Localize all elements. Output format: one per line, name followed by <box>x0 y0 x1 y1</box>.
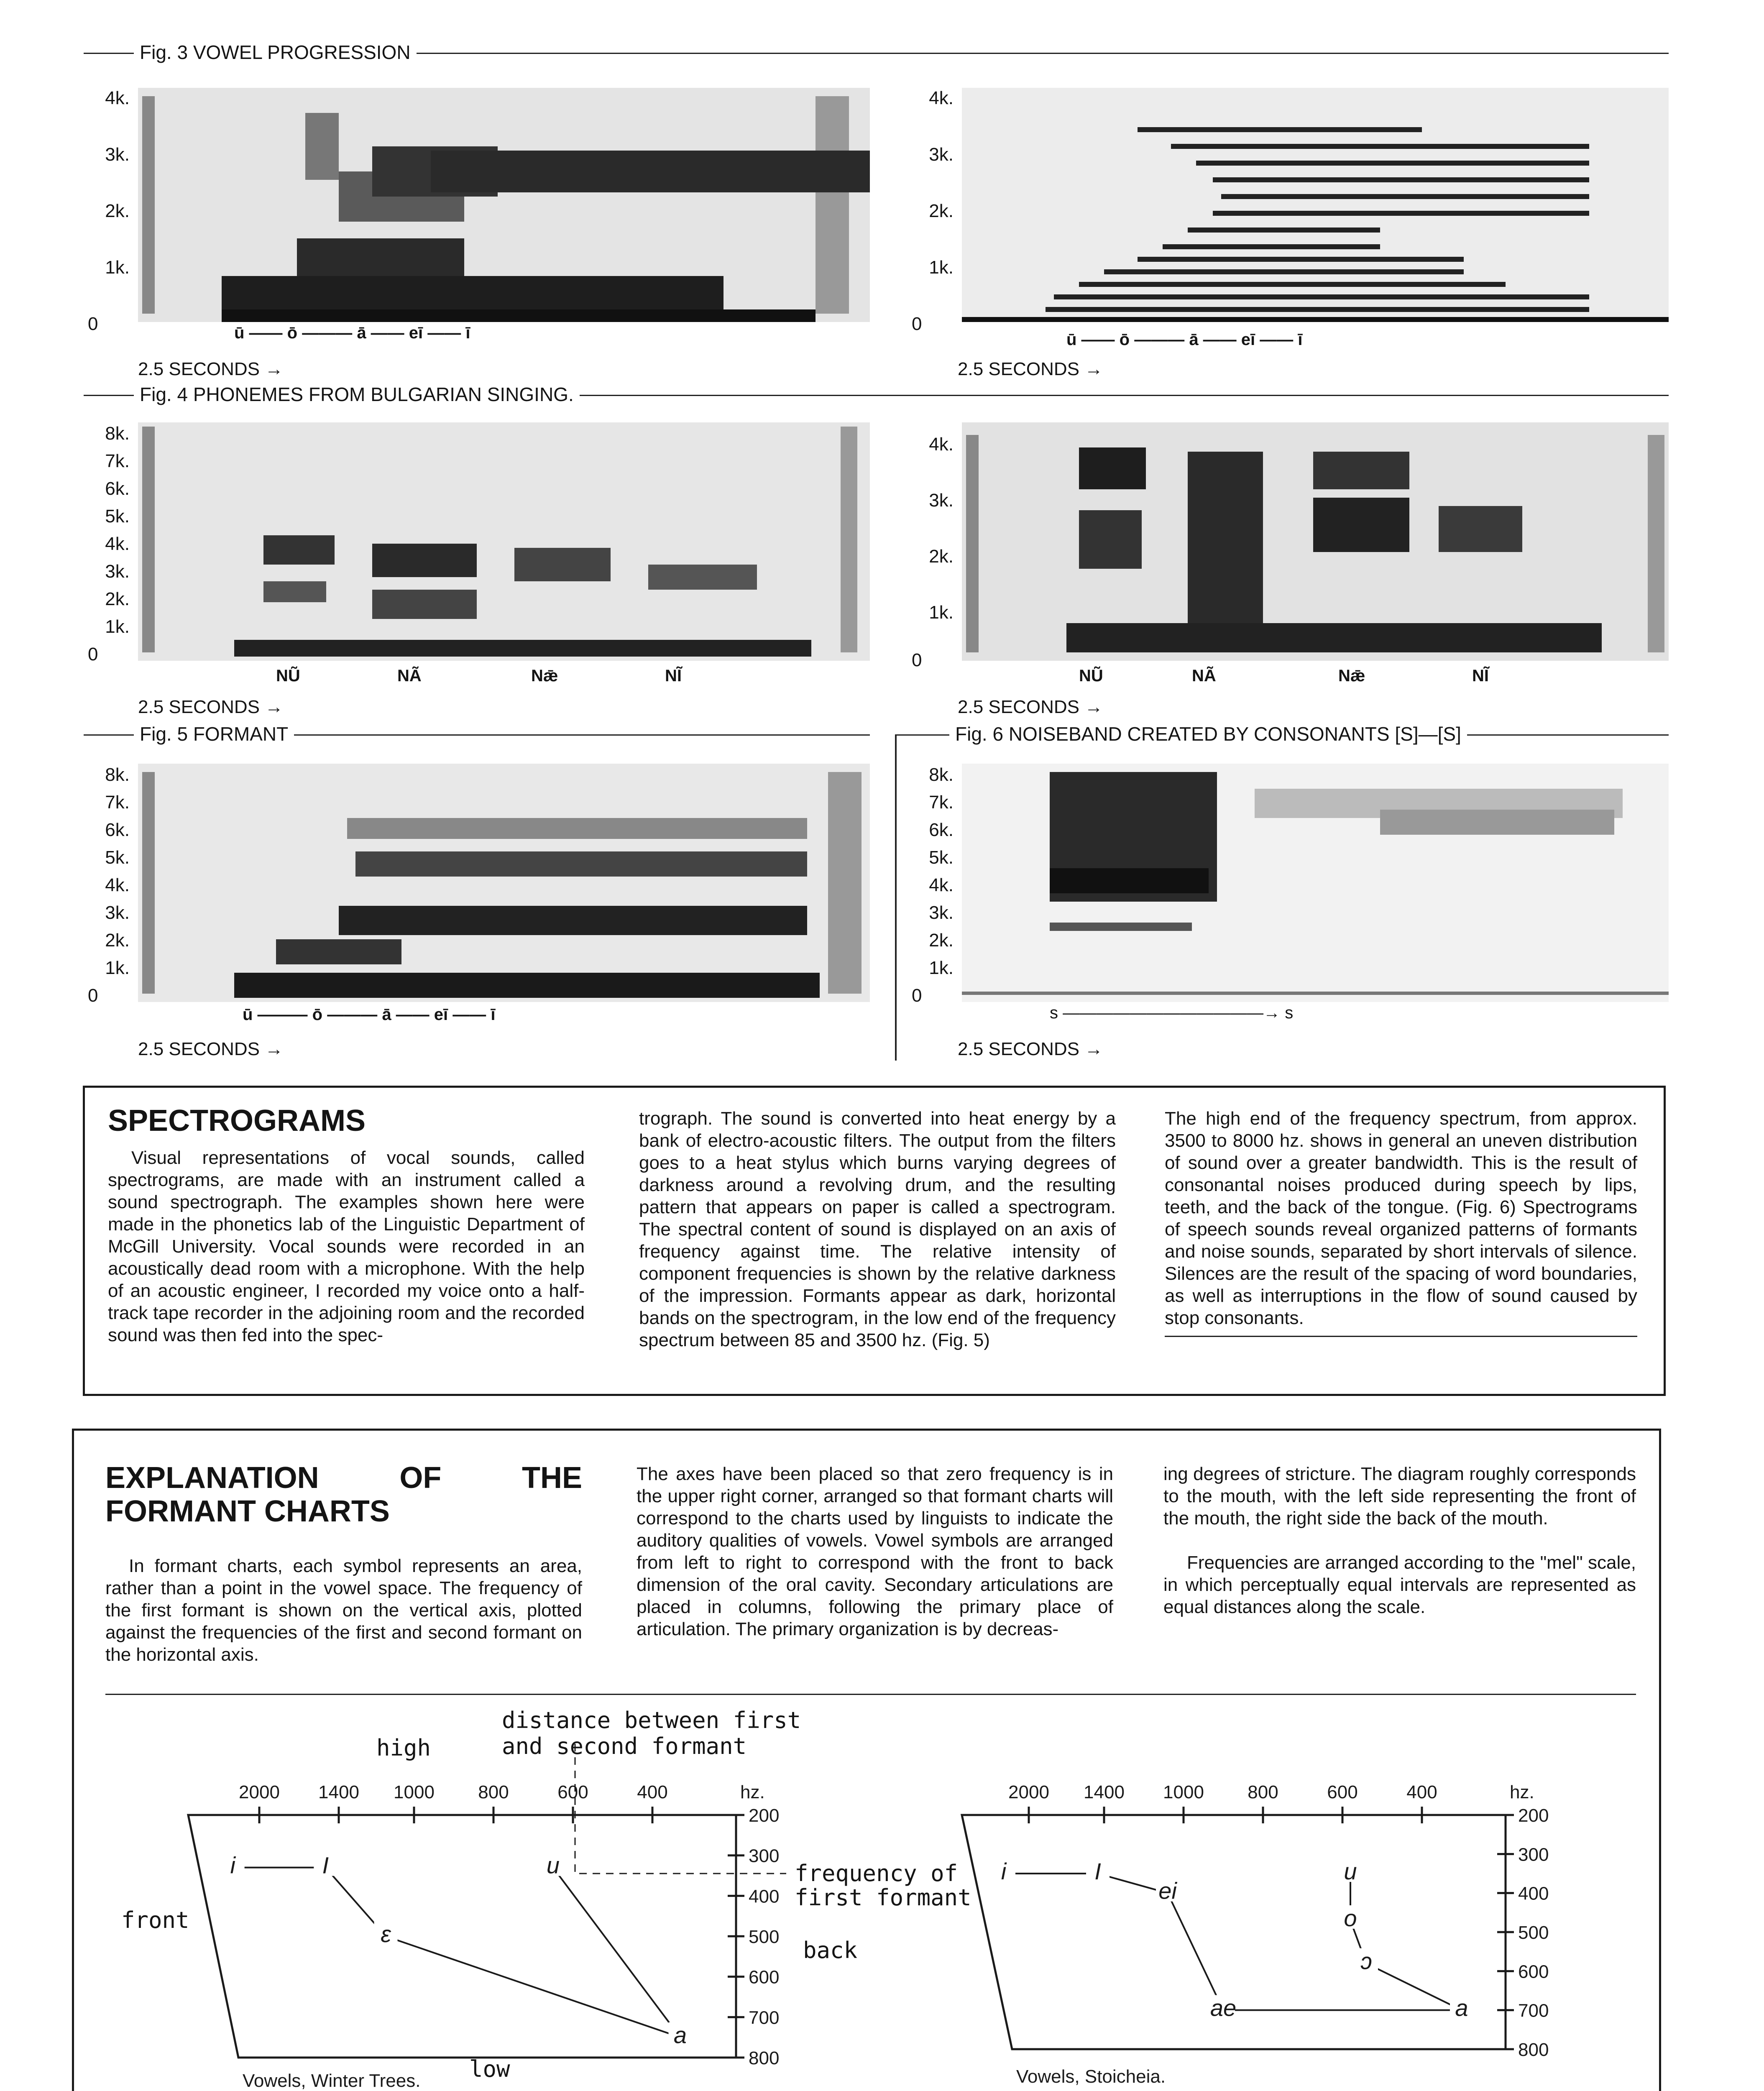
fig4-phoneme-4: NĨ <box>665 667 682 685</box>
fig4-phoneme-4b: NĨ <box>1472 667 1489 685</box>
annotation-frequency-2: first formant <box>795 1884 971 1911</box>
x-tick-label: 1400 <box>318 1782 359 1802</box>
y-tick-label: 500 <box>749 1927 780 1947</box>
y-tick-label: 200 <box>1518 1805 1549 1826</box>
chart-title: Vowels, Winter Trees. <box>243 2071 421 2091</box>
formant-chart-2 <box>962 1782 1549 2087</box>
chart-frame <box>188 1815 736 2058</box>
x-tick-label: 600 <box>1327 1782 1358 1802</box>
y-tick-label: 600 <box>1518 1961 1549 1982</box>
x-unit-label: hz. <box>740 1782 765 1802</box>
x-tick-label: 400 <box>637 1782 668 1802</box>
explanation-col2-text: The axes have been placed so that zero frequency is in the upper right corner, arranged so that formant charts will correspond to the charts used by linguists to indicate the auditory qualities of vowels. Vowel symbols are arranged from left to right to correspond with the front to back dimension of the oral cavity. Secondary articulations are placed in columns, following the primary place of articulation. The primary organization is by decreas- <box>637 1464 1113 1639</box>
y-tick-label: 700 <box>749 2007 780 2028</box>
fig4-title: Fig. 4 PHONEMES FROM BULGARIAN SINGING. <box>134 383 580 406</box>
annotation-frequency: frequency of <box>795 1860 958 1887</box>
fig4-phoneme-1: NŨ <box>276 667 300 685</box>
fig5-title: Fig. 5 FORMANT <box>134 723 294 745</box>
x-tick-label: 2000 <box>1008 1782 1049 1802</box>
annotation-back: back <box>803 1937 858 1963</box>
y-tick-label: 400 <box>1518 1883 1549 1904</box>
vowel-connection-line <box>553 1868 680 2037</box>
vowel-symbol-i: i <box>230 1852 235 1879</box>
spectrograms-col3-text: The high end of the frequency spectrum, from approx. 3500 to 8000 hz. shows in general an uneven distribution of sound over a greater bandwidth. This is the result of consonantal noises produced during speech by lips, teeth, and the back of the tongue. (Fig. 6) Spectrograms of speech sounds reveal organized patterns of formants and noise sounds, separated by short intervals of silence. Silences are the result of the spacing of word boundaries, as well as interruptions in the flow of sound caused by stop consonants. <box>1165 1108 1637 1328</box>
annotation-distance: distance between first <box>502 1707 801 1733</box>
x-tick-label: 800 <box>478 1782 509 1802</box>
fig3-vowels-right: ū —— ō ——— ā —— eī —— ī <box>1066 330 1303 349</box>
vowel-symbol-a: a <box>673 2022 687 2048</box>
fig4-phoneme-2: NÃ <box>397 667 422 685</box>
spectrograms-heading: SPECTROGRAMS <box>108 1104 366 1138</box>
y-tick-label: 300 <box>749 1846 780 1866</box>
y-tick-label: 400 <box>749 1886 780 1907</box>
fig4-seconds-left: 2.5 SECONDS → <box>138 697 284 717</box>
y-tick-label: 500 <box>1518 1922 1549 1943</box>
fig6-seconds: 2.5 SECONDS → <box>958 1039 1103 1059</box>
x-tick-label: 1400 <box>1084 1782 1125 1802</box>
fig5-vowels: ū ——— ō ——— ā —— eī —— ī <box>243 1005 496 1024</box>
fig4-phoneme-2b: NÃ <box>1192 667 1216 685</box>
x-tick-label: 1000 <box>394 1782 435 1802</box>
annotation-low: low <box>469 2056 510 2082</box>
y-tick-label: 300 <box>1518 1844 1549 1865</box>
vowel-connection-line <box>1004 1874 1462 2010</box>
explanation-col3a-text: ing degrees of stricture. The diagram roughly corresponds to the mouth, with the left side representing the front of the mouth, the right side the back of the mouth. <box>1163 1464 1636 1529</box>
fig6-title: Fig. 6 NOISEBAND CREATED BY CONSONANTS [S]—[S] <box>949 723 1467 745</box>
vowel-symbol-I: I <box>1094 1858 1101 1884</box>
spectrograms-col2-text: trograph. The sound is converted into heat energy by a bank of electro-acoustic filters. The output from the filters goes to a heat stylus which burns varying degrees of darkness around a revolving drum, and the resulting pattern that appears on paper is called a spectrogram. The spectral content of sound is displayed on an axis of frequency against time. The relative intensity of component frequencies is shown by the relative darkness of the impression. Formants appear as dark, horizontal bands on the spectrogram, in the low end of the frequency spectrum between 85 and 3500 hz. (Fig. 5) <box>639 1108 1116 1350</box>
annotation-high: high <box>376 1735 431 1761</box>
x-tick-label: 2000 <box>239 1782 280 1802</box>
fig4-seconds-right: 2.5 SECONDS → <box>958 697 1103 717</box>
fig4-phoneme-1b: NŨ <box>1079 667 1103 685</box>
vowel-symbol-ei: ei <box>1158 1877 1177 1904</box>
y-tick-label: 700 <box>1518 2000 1549 2021</box>
fig4-phoneme-3: Nǣ <box>531 667 558 685</box>
vowel-symbol-ɔ: ɔ <box>1360 1948 1372 1974</box>
explanation-heading: EXPLANATION OF THE FORMANT CHARTS <box>105 1461 582 1528</box>
y-tick-label: 200 <box>749 1805 780 1826</box>
y-tick-label: 600 <box>749 1967 780 1988</box>
vowel-connection-line <box>1350 1874 1462 2010</box>
vowel-connection-line <box>233 1868 680 2037</box>
x-tick-label: 1000 <box>1163 1782 1204 1802</box>
fig3-seconds-right: 2.5 SECONDS → <box>958 359 1103 379</box>
vowel-symbol-u: u <box>546 1852 560 1879</box>
chart-title: Vowels, Stoicheia. <box>1016 2066 1166 2087</box>
fig3-vowels-left: ū —— ō ——— ā —— eī —— ī <box>234 324 470 342</box>
spectrograms-col1-text: Visual representations of vocal sounds, called spectrograms, are made with an instrument called a sound spectrograph. The examples shown here were made in the phonetics lab of the Linguistic Department of McGill University. Vocal sounds were recorded in an acoustically dead room with a microphone. With the help of an acoustic engineer, I recorded my voice onto a half-track tape recorder in the adjoining room and the recorded sound was then fed into the spec- <box>108 1148 585 1345</box>
x-tick-label: 400 <box>1406 1782 1437 1802</box>
fig4-phoneme-3b: Nǣ <box>1338 667 1365 685</box>
y-tick-label: 800 <box>749 2048 780 2068</box>
vowel-symbol-u: u <box>1344 1858 1357 1884</box>
x-tick-label: 600 <box>557 1782 588 1802</box>
fig5-seconds: 2.5 SECONDS → <box>138 1039 284 1059</box>
vowel-symbol-ε: ε <box>381 1921 391 1947</box>
x-tick-label: 800 <box>1248 1782 1278 1802</box>
vowel-symbol-ae: ae <box>1210 1994 1237 2021</box>
annotation-front: front <box>121 1907 189 1933</box>
fig6-axis-label: s ————————————→ s <box>1050 1004 1294 1022</box>
formant-chart-1 <box>188 1782 779 2091</box>
vowel-symbol-o: o <box>1344 1905 1357 1931</box>
fig3-title: Fig. 3 VOWEL PROGRESSION <box>134 41 417 64</box>
annotation-distance-2: and second formant <box>502 1733 747 1759</box>
explanation-col3b-text: Frequencies are arranged according to the "mel" scale, in which perceptually equal intervals are represented as equal distances along the scale. <box>1163 1552 1636 1617</box>
vowel-symbol-a: a <box>1455 1994 1468 2021</box>
vowel-symbol-i: i <box>1001 1858 1007 1884</box>
explanation-col1-text: In formant charts, each symbol represents an area, rather than a point in the vowel space. The frequency of the first formant is shown on the vertical axis, plotted against the frequencies of the first and second formant on the horizontal axis. <box>105 1556 582 1665</box>
x-unit-label: hz. <box>1510 1782 1534 1802</box>
y-tick-label: 800 <box>1518 2040 1549 2060</box>
vowel-symbol-I: I <box>322 1852 329 1879</box>
fig3-seconds-left: 2.5 SECONDS → <box>138 359 284 379</box>
